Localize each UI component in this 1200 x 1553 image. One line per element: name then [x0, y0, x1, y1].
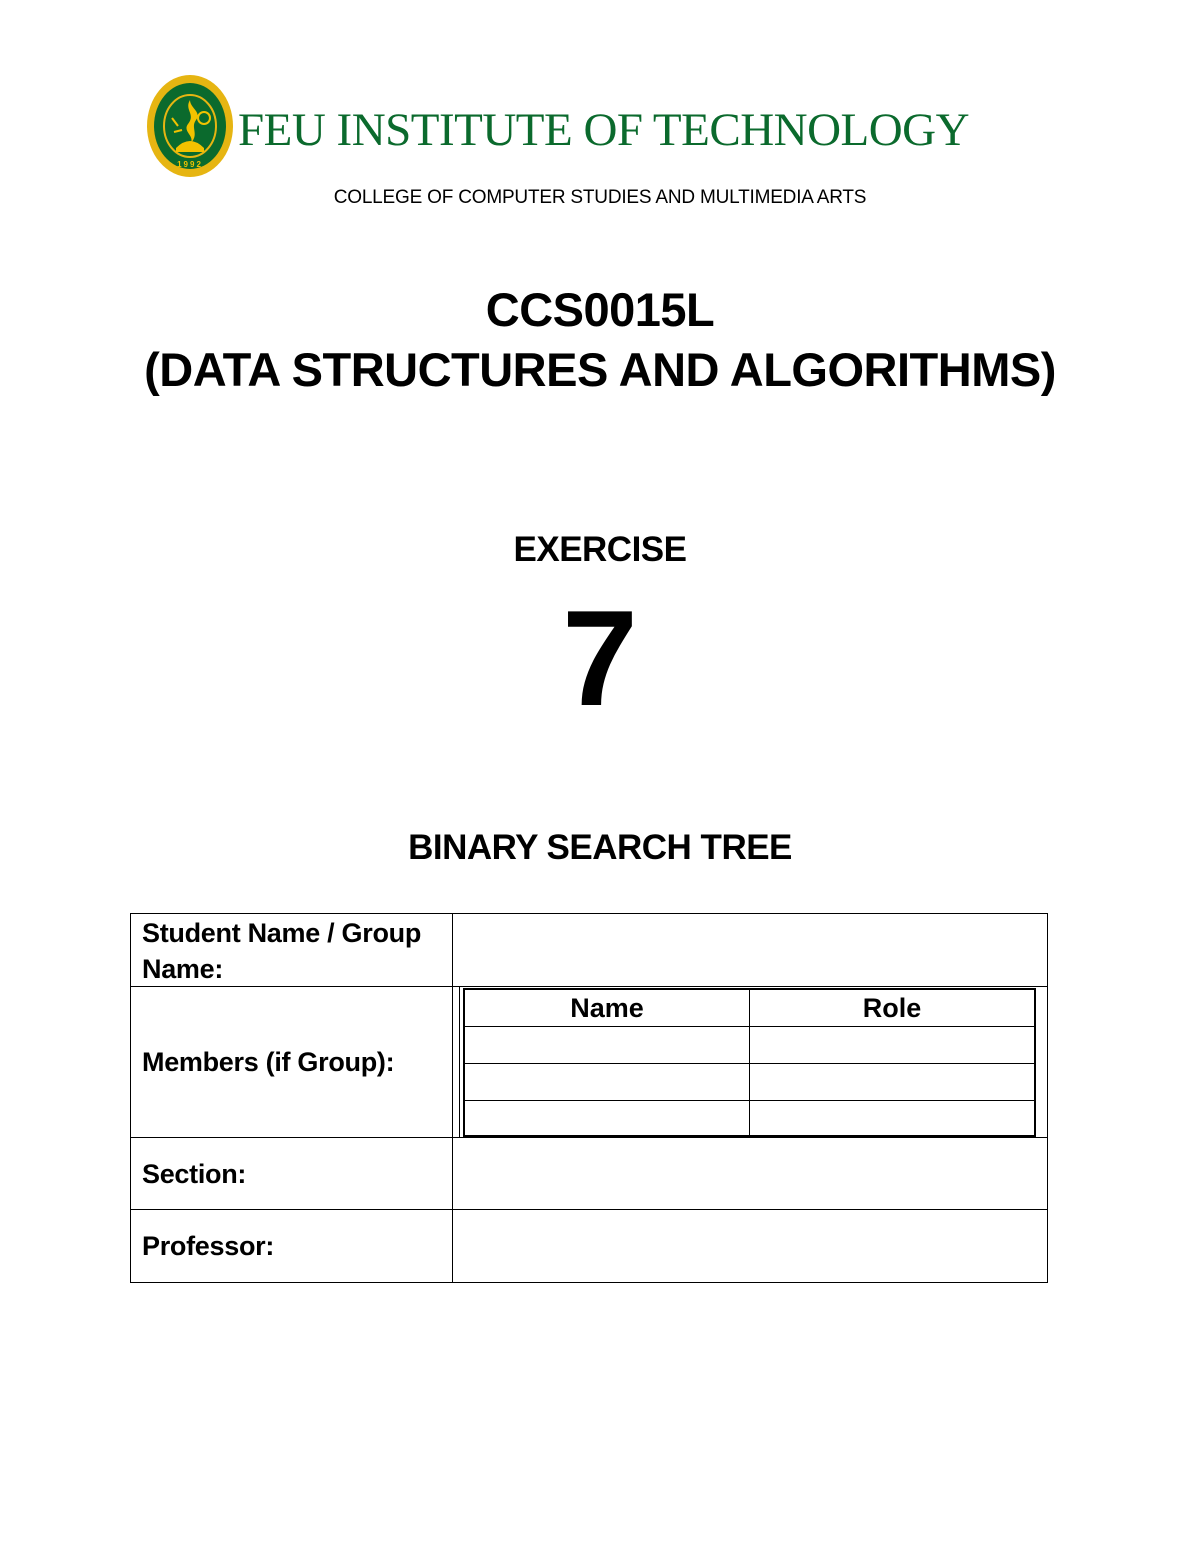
header	[146, 74, 1026, 182]
members-table-row	[465, 1101, 1034, 1138]
student-name-label: Student Name / Group Name:	[131, 914, 453, 986]
exercise-label: EXERCISE	[513, 530, 687, 569]
svg-text:1992: 1992	[177, 160, 203, 169]
section-row	[131, 1138, 1047, 1210]
institution-name: FEU INSTITUTE OF TECHNOLOGY	[238, 104, 970, 156]
member-role-field[interactable]	[750, 1101, 1034, 1138]
course-title: (DATA STRUCTURES AND ALGORITHMS)	[144, 343, 1056, 396]
professor-label-cell	[131, 1210, 453, 1282]
exercise-number: 7	[562, 582, 638, 734]
topic-title: BINARY SEARCH TREE	[408, 828, 792, 867]
members-row	[131, 987, 1047, 1138]
member-name-field[interactable]	[465, 1027, 750, 1063]
section-field[interactable]	[453, 1138, 1047, 1209]
professor-label: Professor:	[142, 1231, 275, 1261]
student-name-field[interactable]	[453, 914, 1047, 986]
professor-row	[131, 1210, 1047, 1282]
cell-divider	[459, 987, 460, 1137]
members-table	[463, 988, 1036, 1137]
student-info-table	[130, 913, 1048, 1283]
members-header-name: Name	[465, 990, 750, 1026]
member-name-field[interactable]	[465, 1064, 750, 1100]
members-label: Members (if Group):	[142, 1047, 395, 1077]
college-name: COLLEGE OF COMPUTER STUDIES AND MULTIMEDIA ARTS	[333, 187, 867, 208]
student-name-row	[131, 914, 1047, 987]
members-table-row	[465, 1064, 1034, 1101]
members-label-cell	[131, 987, 453, 1137]
members-header-role: Role	[862, 993, 922, 1023]
member-name-field[interactable]	[465, 1101, 750, 1138]
member-role-field[interactable]	[750, 1027, 1034, 1063]
course-code: CCS0015L	[485, 283, 715, 336]
members-value-cell	[453, 987, 1047, 1137]
members-table-row	[465, 1027, 1034, 1064]
section-label: Section:	[142, 1158, 247, 1189]
professor-field[interactable]	[453, 1210, 1047, 1282]
member-role-field[interactable]	[750, 1064, 1034, 1100]
institution-seal-logo	[146, 74, 234, 178]
section-label-cell	[131, 1138, 453, 1209]
members-table-header-row	[465, 990, 1034, 1027]
